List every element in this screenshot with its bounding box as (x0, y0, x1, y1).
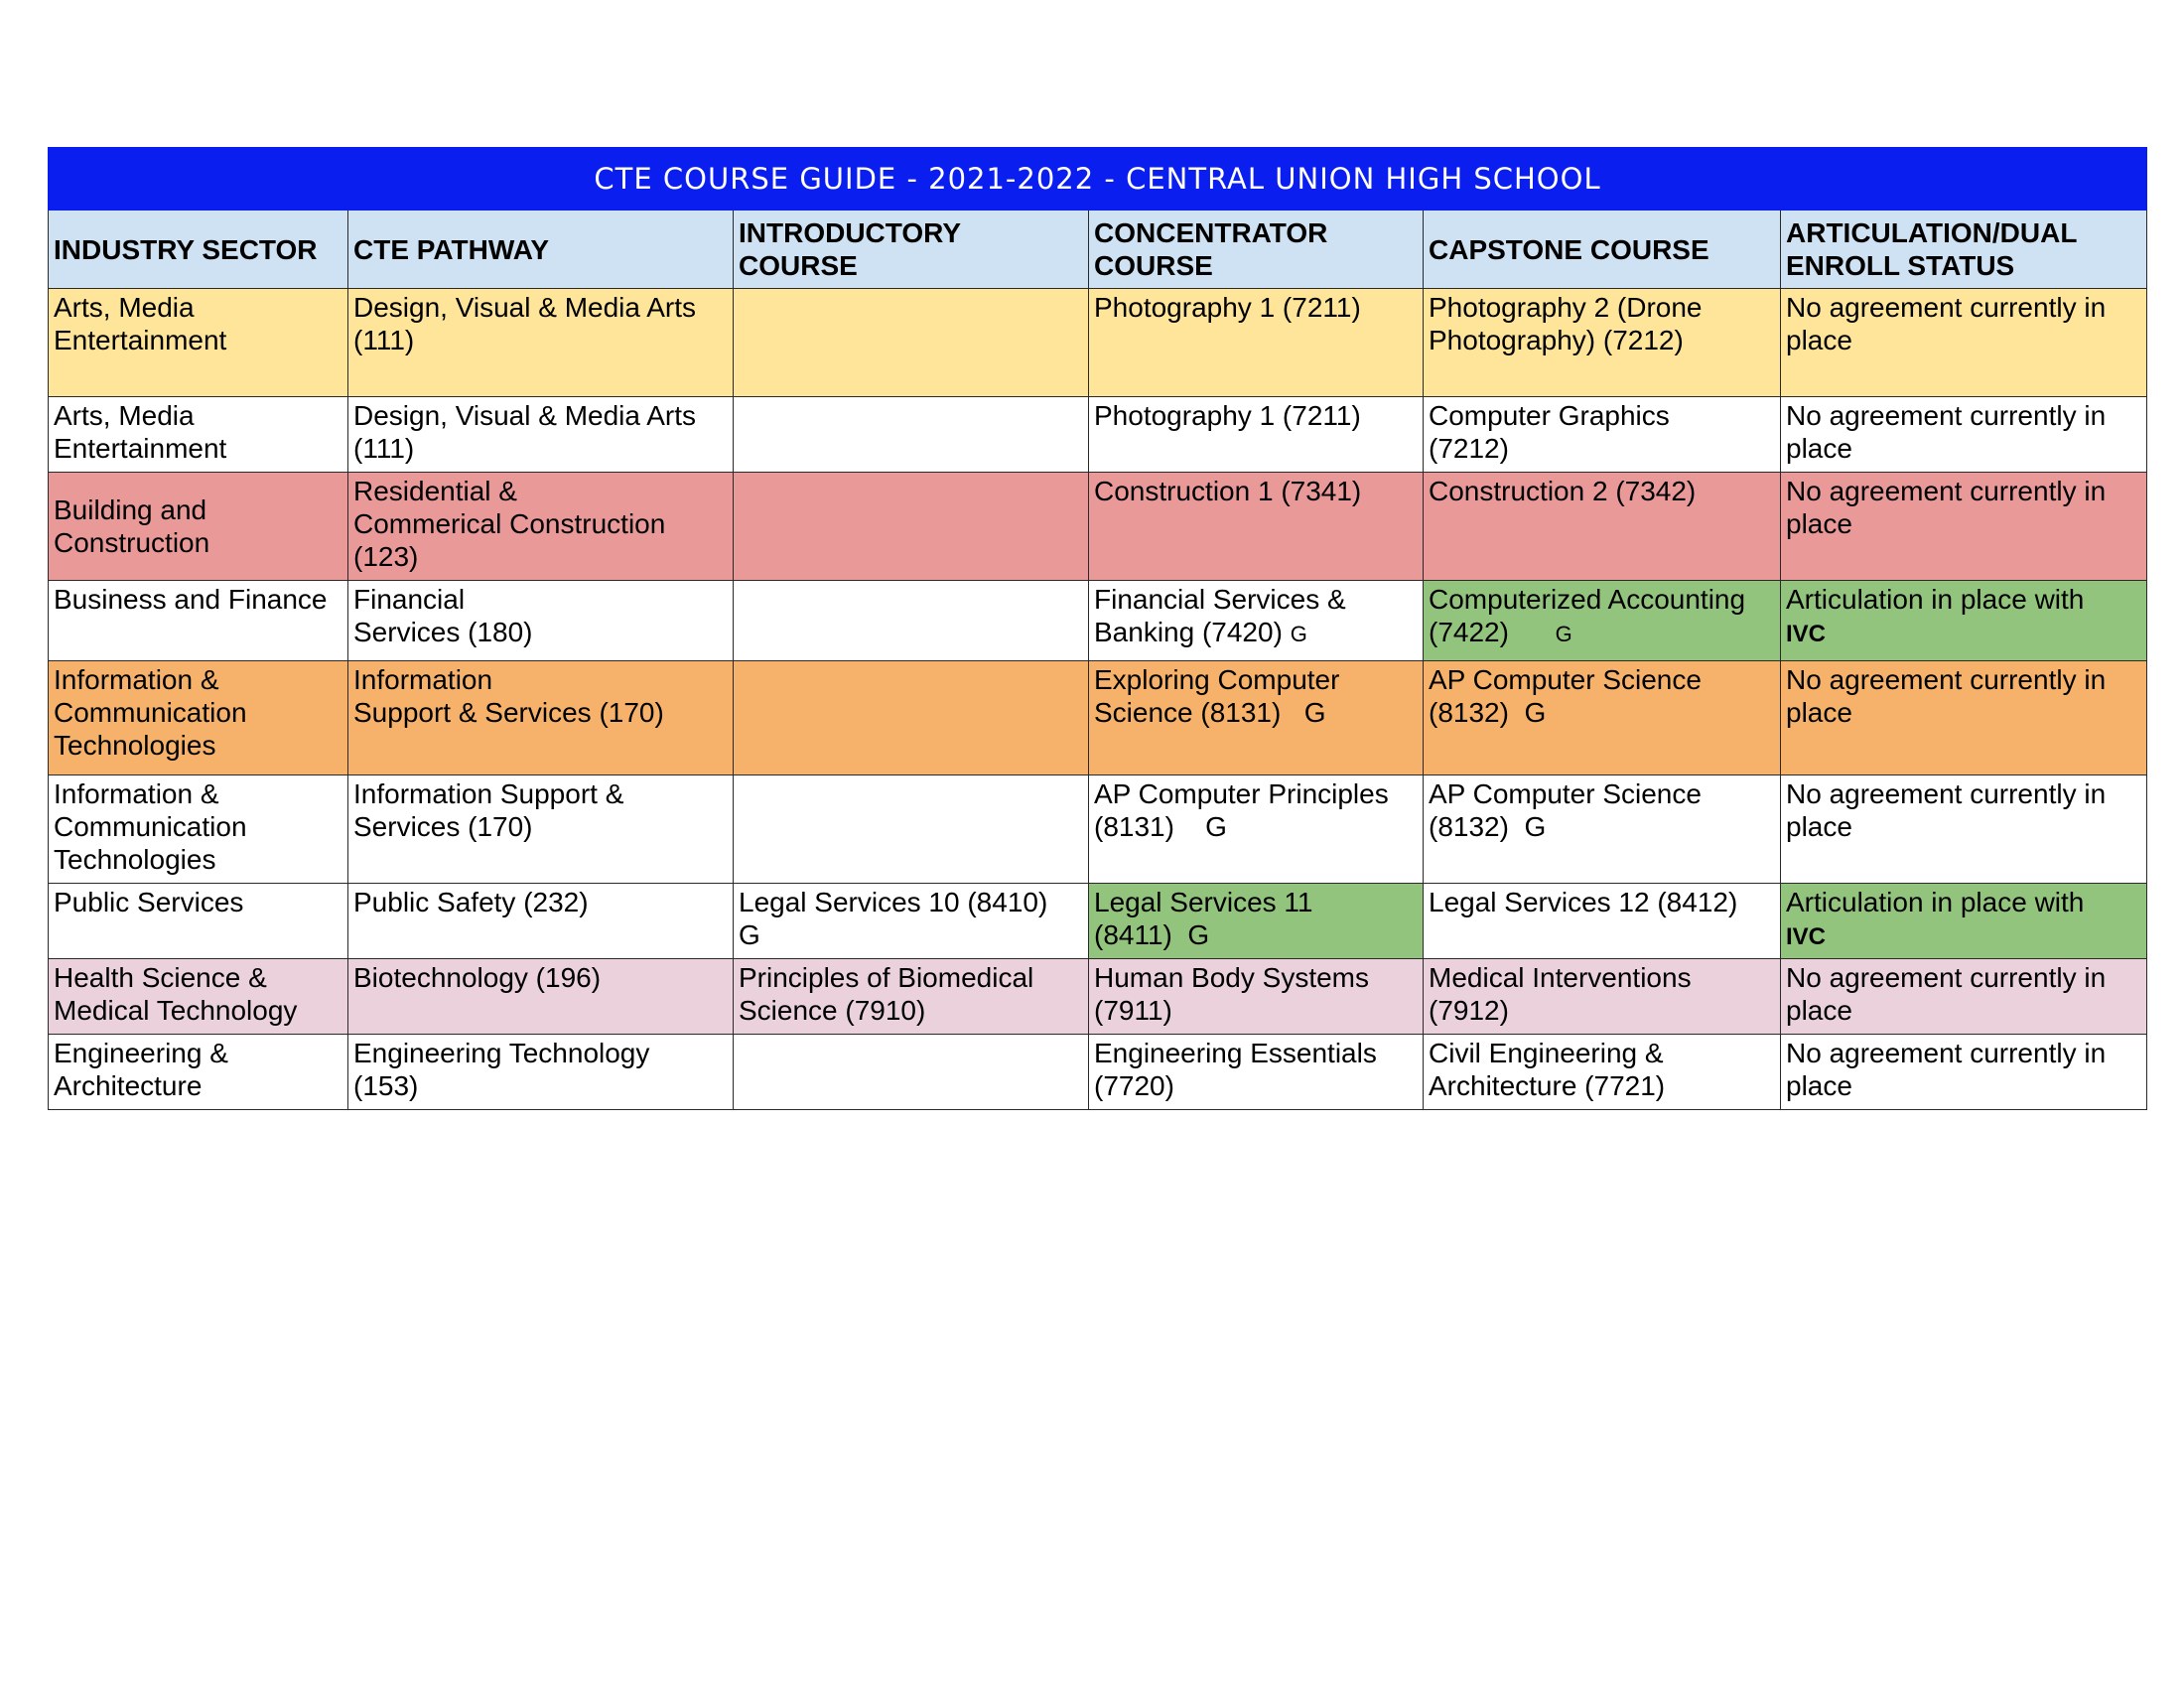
cte-pathway-cell: Design, Visual & Media Arts (111) (348, 289, 734, 397)
industry-sector-cell: Business and Finance (49, 581, 348, 661)
grade-marker: G (1524, 811, 1547, 842)
capstone-course-cell (1424, 581, 1781, 661)
capstone-course-cell: Medical Interventions (7912) (1424, 959, 1781, 1035)
concentrator-course-cell (1089, 884, 1424, 959)
introductory-course-cell: Principles of Biomedical Science (7910) (734, 959, 1089, 1035)
concentrator-course-cell: Photography 1 (7211) (1089, 289, 1424, 397)
course-name: AP Computer Science (8132) (1429, 778, 1702, 842)
introductory-course-cell (734, 289, 1089, 397)
course-name: Financial Services & Banking (7420) (1094, 584, 1346, 647)
table-row (49, 884, 2147, 959)
industry-sector-cell: Building and Construction (49, 473, 348, 581)
introductory-course-cell (734, 397, 1089, 473)
articulation-status-cell: No agreement currently in place (1781, 959, 2147, 1035)
course-guide-table (48, 147, 2147, 1110)
cte-pathway-cell: Design, Visual & Media Arts (111) (348, 397, 734, 473)
table-row (49, 1035, 2147, 1110)
header-concentrator-course: CONCENTRATOR COURSE (1089, 211, 1424, 289)
articulation-status-cell (1781, 884, 2147, 959)
header-articulation-status: ARTICULATION/DUAL ENROLL STATUS (1781, 211, 2147, 289)
table-row (49, 775, 2147, 884)
cte-pathway-cell: Residential & Commerical Construction (123) (348, 473, 734, 581)
articulation-partner: IVC (1786, 621, 1827, 647)
articulation-status-cell: No agreement currently in place (1781, 1035, 2147, 1110)
concentrator-course-cell: Engineering Essentials (7720) (1089, 1035, 1424, 1110)
articulation-status-cell: No agreement currently in place (1781, 397, 2147, 473)
header-introductory-course: INTRODUCTORY COURSE (734, 211, 1089, 289)
capstone-course-cell: Legal Services 12 (8412) (1424, 884, 1781, 959)
introductory-course-cell (734, 661, 1089, 775)
introductory-course-cell (734, 775, 1089, 884)
cte-pathway-cell: Information Support & Services (170) (348, 661, 734, 775)
concentrator-course-cell (1089, 581, 1424, 661)
course-name: Legal Services 11 (8411) (1094, 887, 1313, 950)
table-row (49, 397, 2147, 473)
header-capstone-course: CAPSTONE COURSE (1424, 211, 1781, 289)
introductory-course-cell (734, 581, 1089, 661)
table-row (49, 289, 2147, 397)
table-row (49, 473, 2147, 581)
articulation-status-cell (1781, 581, 2147, 661)
concentrator-course-cell (1089, 661, 1424, 775)
articulation-status-cell: No agreement currently in place (1781, 289, 2147, 397)
industry-sector-cell: Information & Communication Technologies (49, 775, 348, 884)
status-text: Articulation in place with (1786, 584, 2085, 615)
industry-sector-cell: Engineering & Architecture (49, 1035, 348, 1110)
grade-marker: G (1303, 697, 1326, 728)
concentrator-course-cell (1089, 775, 1424, 884)
table-row (49, 959, 2147, 1035)
guide-title: CTE COURSE GUIDE - 2021-2022 - CENTRAL UNION HIGH SCHOOL (49, 148, 2147, 211)
industry-sector-cell: Arts, Media Entertainment (49, 289, 348, 397)
introductory-course-cell (734, 473, 1089, 581)
concentrator-course-cell: Construction 1 (7341) (1089, 473, 1424, 581)
cte-pathway-cell: Engineering Technology (153) (348, 1035, 734, 1110)
course-name: Computerized Accounting (7422) (1429, 584, 1746, 647)
status-text: Articulation in place with (1786, 887, 2085, 917)
grade-marker: G (1524, 697, 1547, 728)
grade-marker: G (1555, 622, 1572, 646)
articulation-status-cell: No agreement currently in place (1781, 473, 2147, 581)
articulation-status-cell: No agreement currently in place (1781, 661, 2147, 775)
articulation-status-cell: No agreement currently in place (1781, 775, 2147, 884)
course-name: AP Computer Science (8132) (1429, 664, 1702, 728)
header-row (49, 211, 2147, 289)
cte-pathway-cell: Financial Services (180) (348, 581, 734, 661)
capstone-course-cell: Computer Graphics (7212) (1424, 397, 1781, 473)
concentrator-course-cell: Photography 1 (7211) (1089, 397, 1424, 473)
introductory-course-cell (734, 1035, 1089, 1110)
concentrator-course-cell: Human Body Systems (7911) (1089, 959, 1424, 1035)
grade-marker: G (1290, 622, 1307, 646)
capstone-course-cell: Photography 2 (Drone Photography) (7212) (1424, 289, 1781, 397)
grade-marker: G (1205, 811, 1227, 842)
industry-sector-cell: Health Science & Medical Technology (49, 959, 348, 1035)
course-name: AP Computer Principles (8131) (1094, 778, 1389, 842)
capstone-course-cell (1424, 661, 1781, 775)
course-name: Exploring Computer Science (8131) (1094, 664, 1340, 728)
capstone-course-cell: Civil Engineering & Architecture (7721) (1424, 1035, 1781, 1110)
title-row (49, 148, 2147, 211)
capstone-course-cell (1424, 775, 1781, 884)
introductory-course-cell: Legal Services 10 (8410) G (734, 884, 1089, 959)
table-row (49, 661, 2147, 775)
cte-pathway-cell: Information Support & Services (170) (348, 775, 734, 884)
table-row (49, 581, 2147, 661)
capstone-course-cell: Construction 2 (7342) (1424, 473, 1781, 581)
cte-pathway-cell: Public Safety (232) (348, 884, 734, 959)
industry-sector-cell: Arts, Media Entertainment (49, 397, 348, 473)
grade-marker: G (1187, 919, 1210, 950)
header-cte-pathway: CTE PATHWAY (348, 211, 734, 289)
articulation-partner: IVC (1786, 923, 1827, 950)
industry-sector-cell: Information & Communication Technologies (49, 661, 348, 775)
industry-sector-cell: Public Services (49, 884, 348, 959)
header-industry-sector: INDUSTRY SECTOR (49, 211, 348, 289)
cte-pathway-cell: Biotechnology (196) (348, 959, 734, 1035)
